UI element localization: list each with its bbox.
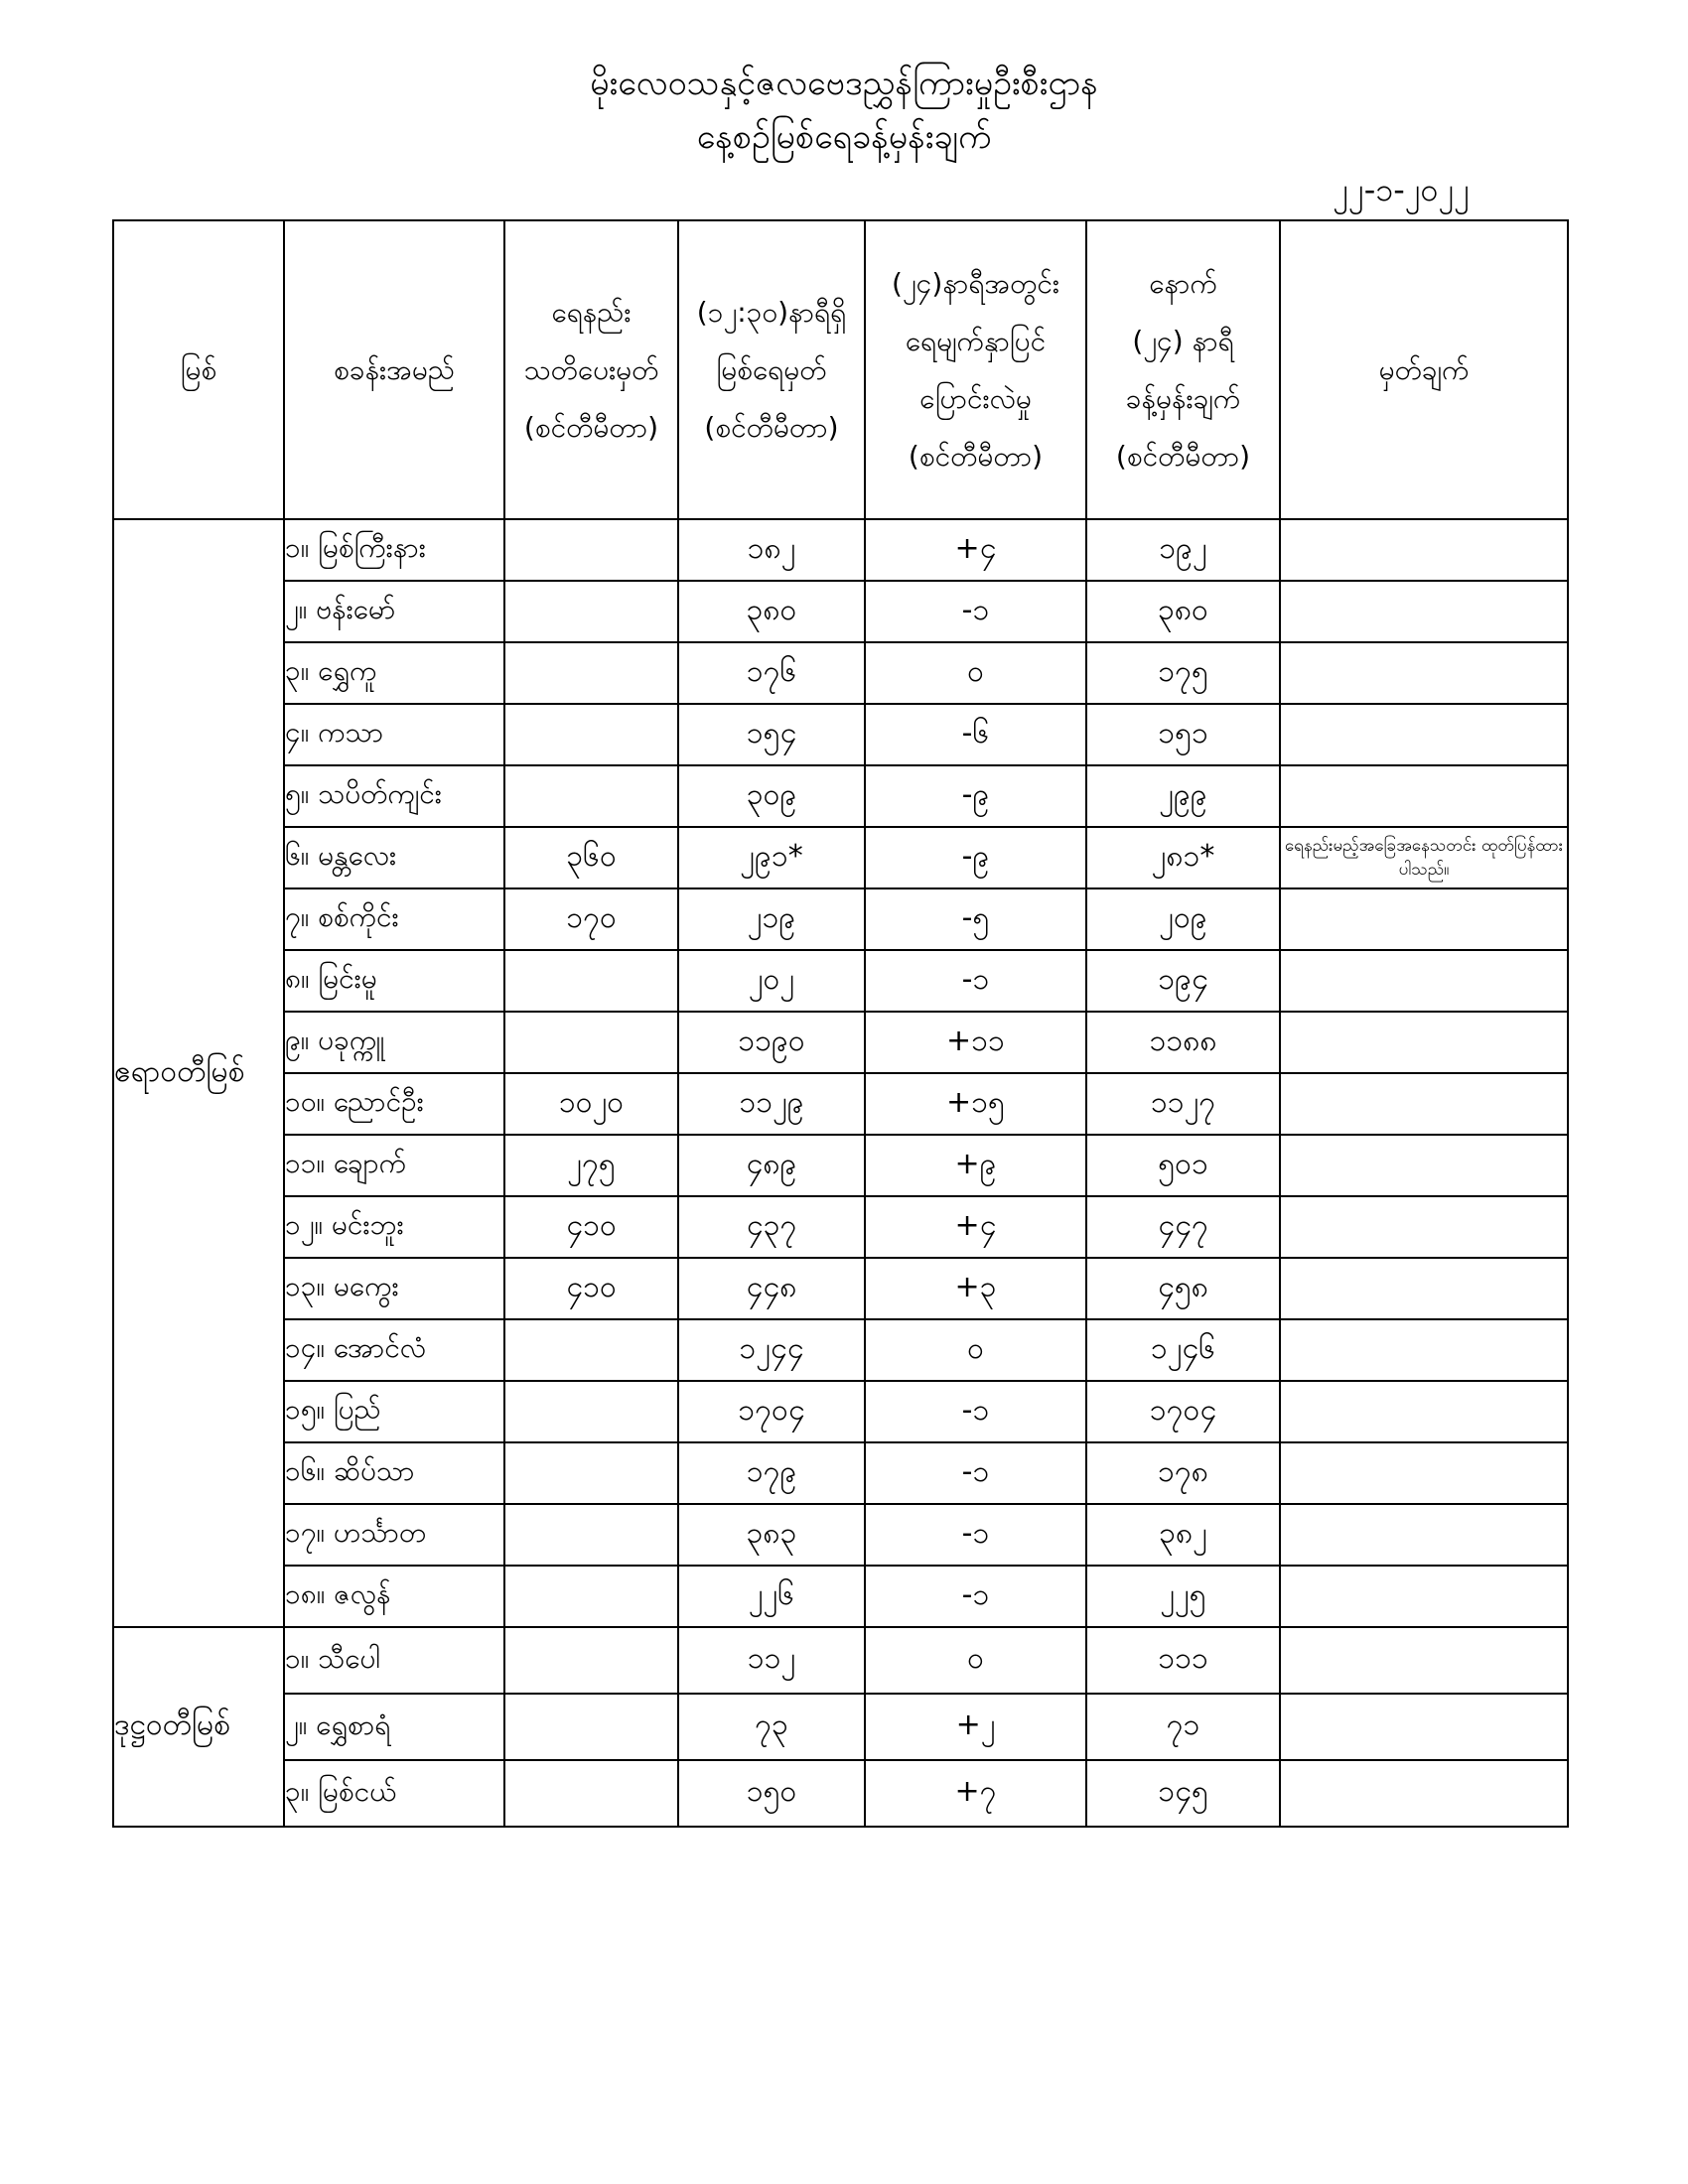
station-name: ၁၅။ ပြည် — [284, 1381, 504, 1442]
header-line: သတိပေးမှတ် — [523, 352, 659, 386]
station-name: ၁။ သီပေါ — [284, 1627, 504, 1694]
level-change: -၆ — [865, 704, 1086, 765]
table-row — [113, 950, 1568, 1012]
warning-level: ၄၁၀ — [504, 1196, 678, 1258]
department-title: မိုးလေဝသနှင့်ဇလဗေဒညွှန်ကြားမှုဦးစီးဌာန — [590, 64, 1098, 103]
header-river — [113, 220, 284, 519]
remarks — [1280, 1196, 1568, 1258]
header-line: မှတ်ချက် — [1378, 352, 1470, 386]
station-name: ၃။ ရွှေကူ — [284, 642, 504, 704]
station-name: ၁၂။ မင်းဘူး — [284, 1196, 504, 1258]
level-change: +၄ — [865, 519, 1086, 581]
table-row — [113, 1566, 1568, 1627]
remarks — [1280, 1381, 1568, 1442]
header-line: (စင်တီမီတာ) — [908, 439, 1044, 473]
report-date: ၂၂-၁-၂၀၂၂ — [1333, 171, 1470, 208]
table-row — [113, 1627, 1568, 1694]
observed-level: ၄၄၈ — [678, 1258, 865, 1319]
warning-level — [504, 581, 678, 642]
station-name: ၉။ ပခုက္ကူ — [284, 1012, 504, 1073]
warning-level — [504, 765, 678, 827]
remarks — [1280, 1627, 1568, 1694]
station-name: ၁၈။ ဇလွန် — [284, 1566, 504, 1627]
observed-level: ၃၀၉ — [678, 765, 865, 827]
station-name: ၇။ စစ်ကိုင်း — [284, 888, 504, 950]
level-change: +၄ — [865, 1196, 1086, 1258]
warning-level: ၄၁၀ — [504, 1258, 678, 1319]
remarks — [1280, 765, 1568, 827]
warning-level — [504, 519, 678, 581]
station-name: ၁၃။ မကွေး — [284, 1258, 504, 1319]
level-change: -၉ — [865, 827, 1086, 888]
observed-level: ၁၅၄ — [678, 704, 865, 765]
level-change: -၁ — [865, 1504, 1086, 1566]
header-line: (၂၄) နာရီ — [1132, 324, 1234, 357]
station-name: ၆။ မန္တလေး — [284, 827, 504, 888]
remarks — [1280, 642, 1568, 704]
warning-level — [504, 704, 678, 765]
level-change: -၁ — [865, 581, 1086, 642]
station-name: ၂။ ဗန်းမော် — [284, 581, 504, 642]
forecast-level: ၁၉၄ — [1086, 950, 1280, 1012]
remarks — [1280, 1504, 1568, 1566]
remarks — [1280, 581, 1568, 642]
table-row — [113, 704, 1568, 765]
remarks — [1280, 1135, 1568, 1196]
header-line: ပြောင်းလဲမှု — [919, 381, 1032, 415]
station-name: ၃။ မြစ်ငယ် — [284, 1760, 504, 1827]
table-row — [113, 1135, 1568, 1196]
report-title: နေ့စဉ်မြစ်ရေခန့်မှန်းချက် — [696, 117, 992, 157]
station-name: ၁၄။ အောင်လံ — [284, 1319, 504, 1381]
table-row — [113, 1504, 1568, 1566]
header-line: (စင်တီမီတာ) — [523, 410, 659, 444]
forecast-level: ၁၇၀၄ — [1086, 1381, 1280, 1442]
river-name: ဒုဋ္ဌဝတီမြစ် — [113, 1627, 284, 1827]
remarks — [1280, 704, 1568, 765]
header-line: ရေနည်း — [551, 295, 632, 329]
table-row — [113, 642, 1568, 704]
level-change: -၁ — [865, 1442, 1086, 1504]
header-line: (၂၄)နာရီအတွင်း — [891, 266, 1060, 300]
warning-level: ၂၇၅ — [504, 1135, 678, 1196]
header-24h-change — [865, 220, 1086, 519]
table-row — [113, 1258, 1568, 1319]
header-warning-level — [504, 220, 678, 519]
level-change: +၁၅ — [865, 1073, 1086, 1135]
table-row — [113, 765, 1568, 827]
forecast-level: ၃၈၂ — [1086, 1504, 1280, 1566]
station-name: ၁။ မြစ်ကြီးနား — [284, 519, 504, 581]
observed-level: ၄၃၇ — [678, 1196, 865, 1258]
observed-level: ၁၂၄၄ — [678, 1319, 865, 1381]
forecast-level: ၁၂၄၆ — [1086, 1319, 1280, 1381]
warning-level — [504, 1627, 678, 1694]
station-name: ၈။ မြင်းမူ — [284, 950, 504, 1012]
forecast-level: ၂၀၉ — [1086, 888, 1280, 950]
level-change: ၀ — [865, 1627, 1086, 1694]
station-name: ၁၁။ ချောက် — [284, 1135, 504, 1196]
observed-level: ၁၁၉၀ — [678, 1012, 865, 1073]
level-change: +၉ — [865, 1135, 1086, 1196]
warning-level — [504, 1504, 678, 1566]
station-name: ၁၇။ ဟင်္သာတ — [284, 1504, 504, 1566]
table-row — [113, 1381, 1568, 1442]
station-name: ၁၆။ ဆိပ်သာ — [284, 1442, 504, 1504]
warning-level — [504, 1319, 678, 1381]
table-row — [113, 1442, 1568, 1504]
forecast-level: ၁၁၂၇ — [1086, 1073, 1280, 1135]
observed-level: ၃၈၃ — [678, 1504, 865, 1566]
table-row — [113, 888, 1568, 950]
observed-level: ၂၂၆ — [678, 1566, 865, 1627]
header-line: ခန့်မှန်းချက် — [1125, 381, 1241, 415]
level-change: -၉ — [865, 765, 1086, 827]
remarks — [1280, 1012, 1568, 1073]
forecast-level: ၁၄၅ — [1086, 1760, 1280, 1827]
forecast-level: ၄၄၇ — [1086, 1196, 1280, 1258]
forecast-level: ၄၅၈ — [1086, 1258, 1280, 1319]
header-forecast — [1086, 220, 1280, 519]
forecast-level: ၂၉၉ — [1086, 765, 1280, 827]
river-forecast-table — [112, 219, 1569, 1828]
level-change: -၅ — [865, 888, 1086, 950]
header-line: စခန်းအမည် — [334, 352, 455, 386]
forecast-level: ၇၁ — [1086, 1694, 1280, 1760]
table-row — [113, 1694, 1568, 1760]
observed-level: ၃၈၀ — [678, 581, 865, 642]
level-change: -၁ — [865, 950, 1086, 1012]
header-row — [113, 220, 1568, 519]
remarks — [1280, 1566, 1568, 1627]
level-change: -၁ — [865, 1566, 1086, 1627]
header-line: (စင်တီမီတာ) — [704, 410, 839, 444]
station-name: ၁၀။ ညောင်ဦး — [284, 1073, 504, 1135]
forecast-level: ၁၁၁ — [1086, 1627, 1280, 1694]
level-change: +၇ — [865, 1760, 1086, 1827]
table-row — [113, 1760, 1568, 1827]
header-station — [284, 220, 504, 519]
observed-level: ၂၀၂ — [678, 950, 865, 1012]
table-row — [113, 581, 1568, 642]
remarks — [1280, 1319, 1568, 1381]
observed-level: ၁၅၀ — [678, 1760, 865, 1827]
table-body — [113, 519, 1568, 1827]
remarks — [1280, 950, 1568, 1012]
header-line: (စင်တီမီတာ) — [1115, 439, 1251, 473]
level-change: ၀ — [865, 642, 1086, 704]
observed-level: ၁၁၂၉ — [678, 1073, 865, 1135]
remarks — [1280, 519, 1568, 581]
warning-level — [504, 950, 678, 1012]
warning-level — [504, 642, 678, 704]
observed-level: ၄၈၉ — [678, 1135, 865, 1196]
level-change: +၁၁ — [865, 1012, 1086, 1073]
observed-level: ၁၇၀၄ — [678, 1381, 865, 1442]
warning-level — [504, 1694, 678, 1760]
warning-level: ၁၇၀ — [504, 888, 678, 950]
observed-level: ၁၇၉ — [678, 1442, 865, 1504]
observed-level: ၇၃ — [678, 1694, 865, 1760]
table-row — [113, 519, 1568, 581]
remarks — [1280, 1258, 1568, 1319]
warning-level: ၁၀၂၀ — [504, 1073, 678, 1135]
warning-level — [504, 1012, 678, 1073]
station-name: ၄။ ကသာ — [284, 704, 504, 765]
observed-level: ၁၇၆ — [678, 642, 865, 704]
remarks: ရေနည်းမည့်အခြေအနေသတင်း ထုတ်ပြန်ထားပါသည်။ — [1280, 827, 1568, 888]
warning-level — [504, 1442, 678, 1504]
forecast-level: ၁၇၈ — [1086, 1442, 1280, 1504]
warning-level — [504, 1381, 678, 1442]
header-remarks — [1280, 220, 1568, 519]
forecast-level: ၁၅၁ — [1086, 704, 1280, 765]
remarks — [1280, 1073, 1568, 1135]
header-line: မြစ်ရေမှတ် — [716, 352, 827, 386]
header-line: (၁၂:၃၀)နာရီရှိ — [696, 295, 847, 329]
station-name: ၅။ သပိတ်ကျင်း — [284, 765, 504, 827]
level-change: -၁ — [865, 1381, 1086, 1442]
remarks — [1280, 1442, 1568, 1504]
table-row — [113, 827, 1568, 888]
forecast-level: ၁၇၅ — [1086, 642, 1280, 704]
warning-level: ၃၆၀ — [504, 827, 678, 888]
observed-level: ၁၁၂ — [678, 1627, 865, 1694]
header-line: နောက် — [1149, 266, 1217, 300]
river-name: ဧရာဝတီမြစ် — [113, 519, 284, 1627]
forecast-level: ၅၀၁ — [1086, 1135, 1280, 1196]
forecast-level: ၁၉၂ — [1086, 519, 1280, 581]
table-row — [113, 1073, 1568, 1135]
table-row — [113, 1012, 1568, 1073]
station-name: ၂။ ရွှေစာရံ — [284, 1694, 504, 1760]
forecast-level: ၂၈၁* — [1086, 827, 1280, 888]
level-change: +၃ — [865, 1258, 1086, 1319]
warning-level — [504, 1760, 678, 1827]
table-row — [113, 1196, 1568, 1258]
remarks — [1280, 1694, 1568, 1760]
observed-level: ၂၁၉ — [678, 888, 865, 950]
forecast-level: ၂၂၅ — [1086, 1566, 1280, 1627]
warning-level — [504, 1566, 678, 1627]
observed-level: ၂၉၁* — [678, 827, 865, 888]
forecast-level: ၁၁၈၈ — [1086, 1012, 1280, 1073]
remarks — [1280, 1760, 1568, 1827]
header-line: မြစ် — [180, 352, 217, 386]
forecast-level: ၃၈၀ — [1086, 581, 1280, 642]
remarks — [1280, 888, 1568, 950]
header-observed-level — [678, 220, 865, 519]
level-change: +၂ — [865, 1694, 1086, 1760]
observed-level: ၁၈၂ — [678, 519, 865, 581]
table-row — [113, 1319, 1568, 1381]
level-change: ၀ — [865, 1319, 1086, 1381]
header-line: ရေမျက်နှာပြင် — [905, 324, 1047, 357]
